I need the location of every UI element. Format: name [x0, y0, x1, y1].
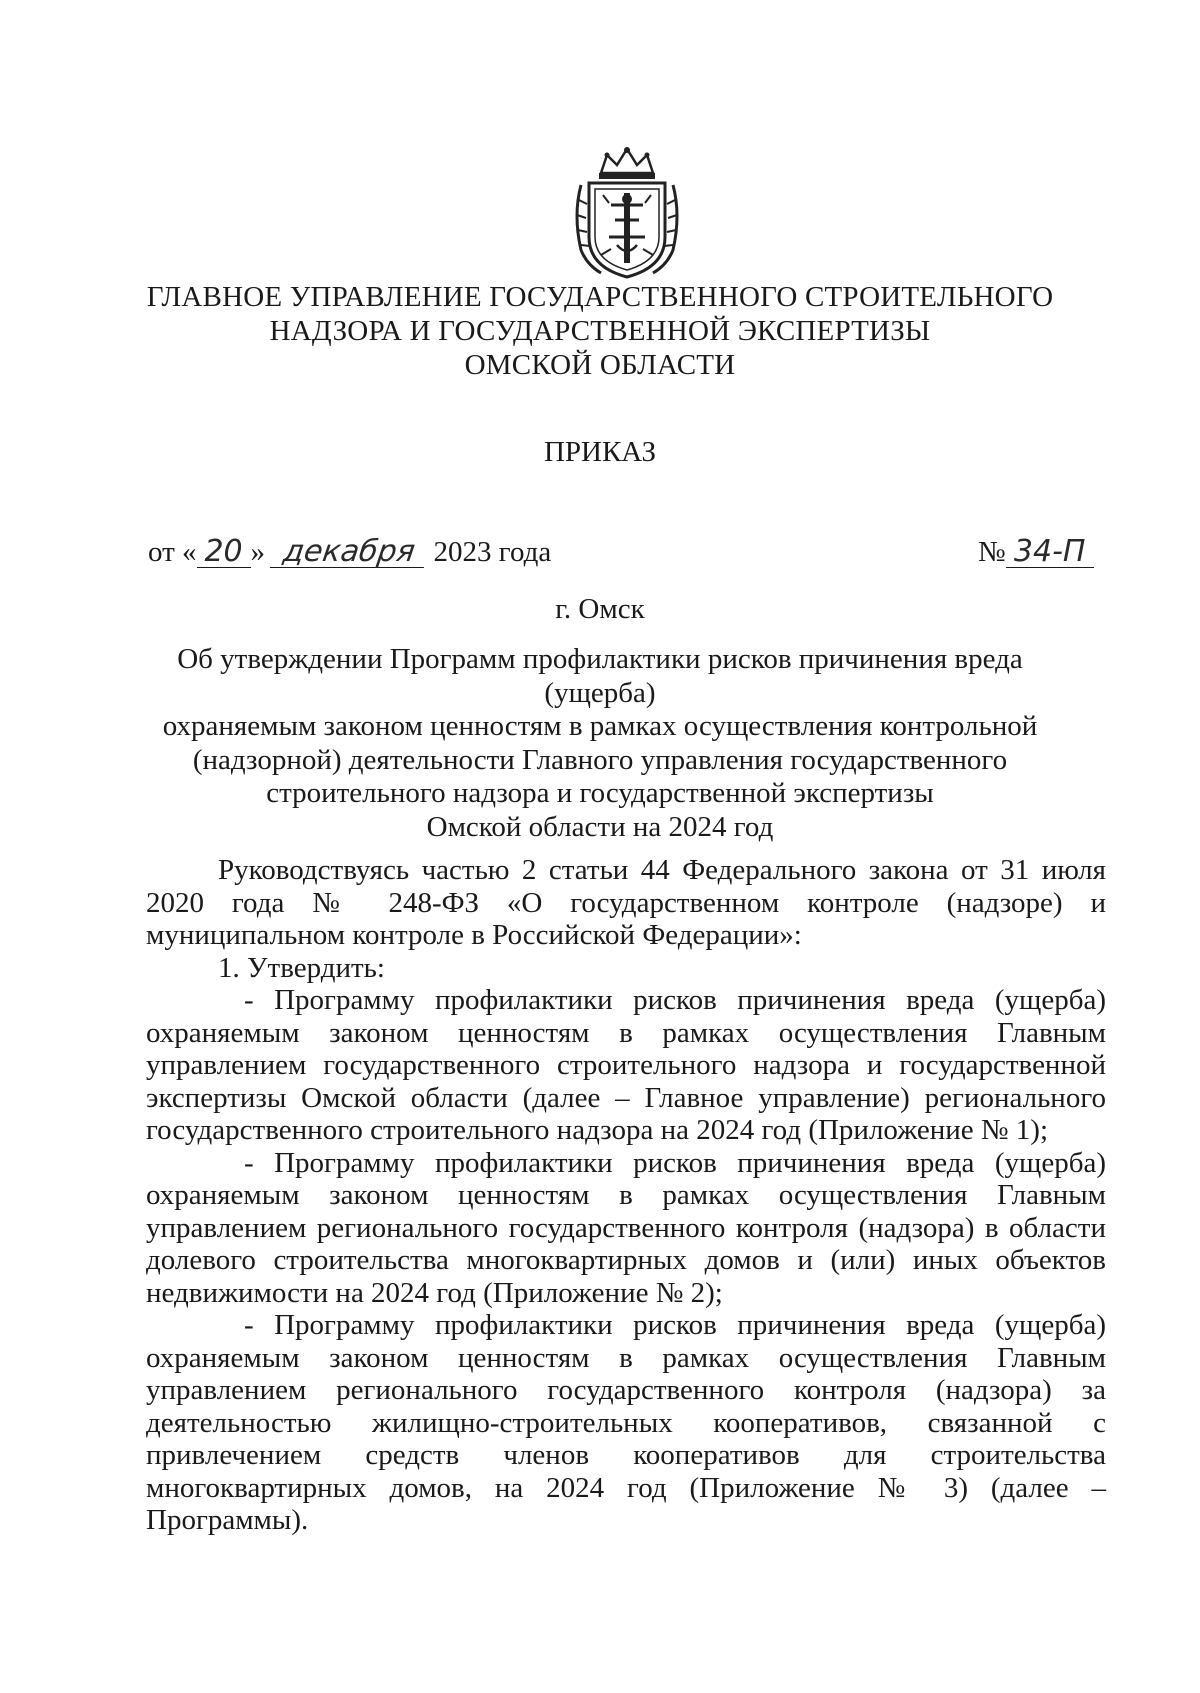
org-line: ОМСКОЙ ОБЛАСТИ [464, 349, 736, 381]
number-sign: № [978, 536, 1006, 568]
city: г. Омск [555, 593, 645, 625]
order-body [146, 854, 1106, 1537]
order-subject [140, 643, 1060, 844]
coat-of-arms-icon [571, 145, 683, 280]
subject-line: (надзорной) деятельности Главного управления государственного [192, 743, 1008, 776]
intro-paragraph: Руководствуясь частью 2 статьи 44 Федерального закона от 31 июля 2020 года № 248-ФЗ «О государственном контроле (надзоре) и муниципальном контроле в Российской Федерации»: [146, 854, 1106, 951]
org-line: НАДЗОРА И ГОСУДАРСТВЕННОЙ ЭКСПЕРТИЗЫ [269, 315, 931, 347]
program-item-2: - Программу профилактики рисков причинения вреда (ущерба) охраняемым законом ценностям в рамках осуществления Главным управлением регионального государственного контроля (надзора) в области долевого строительства многоквартирных домов и (или) иных объектов недвижимости на 2024 год (Приложение № 2); [146, 1146, 1106, 1309]
order-date [148, 535, 551, 569]
org-line: ГЛАВНОЕ УПРАВЛЕНИЕ ГОСУДАРСТВЕННОГО СТРОИТЕЛЬНОГО [146, 281, 1054, 313]
organization-name [100, 280, 1100, 382]
date-day-handwritten: 20 [197, 537, 251, 568]
date-quote-close: » [250, 536, 266, 568]
program-item-3: - Программу профилактики рисков причинения вреда (ущерба) охраняемым законом ценностям в рамках осуществления Главным управлением регионального государственного контроля (надзора) за деятельностью жилищно-строительных кооперативов, связанной с привлечением средств членов кооперативов для строительства многоквартирных домов, на 2024 год (Приложение № 3) (далее – Программы). [146, 1309, 1106, 1536]
date-year: 2023 года [433, 536, 552, 568]
date-month-handwritten: декабря [270, 537, 428, 568]
document-title: ПРИКАЗ [543, 436, 657, 468]
item-1: 1. Утвердить: [218, 951, 385, 984]
program-item-1: - Программу профилактики рисков причинения вреда (ущерба) охраняемым законом ценностям в рамках осуществления Главным управлением государственного строительного надзора и государственной экспертизы Омской области (далее – Главное управление) регионального государственного строительного надзора на 2024 год (Приложение № 1); [146, 984, 1106, 1146]
date-prefix: от « [148, 536, 197, 568]
subject-line: строительного надзора и государственной экспертизы [266, 777, 934, 809]
subject-line: Об утверждении Программ профилактики рисков причинения вреда (ущерба) [177, 643, 1023, 709]
number-handwritten: 34-П [1006, 537, 1094, 568]
subject-line: охраняемым законом ценностям в рамках осуществления контрольной [162, 710, 1038, 742]
subject-line: Омской области на 2024 год [426, 810, 774, 843]
order-number [978, 535, 1094, 569]
